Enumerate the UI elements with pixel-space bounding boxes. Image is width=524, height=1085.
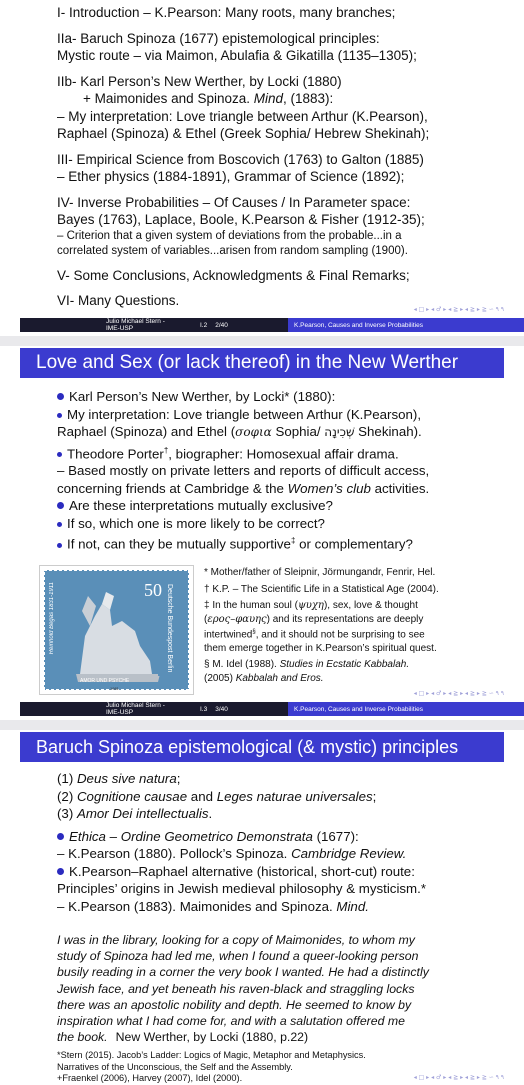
footer-left bbox=[20, 318, 288, 332]
footnote-line: § M. Idel (1988). Studies in Ecstatic Kabbalah. bbox=[204, 659, 410, 671]
footnote-line: intertwined§, and it should not be surprising to see bbox=[204, 629, 425, 641]
outline-line: – Ether physics (1884-1891), Grammar of Science (1892); bbox=[57, 169, 405, 184]
stamp-caption: AMOR UND PSYCHE bbox=[80, 678, 130, 684]
outline-item-1: I- Introduction – K.Pearson: Many roots, many branches; bbox=[57, 5, 396, 20]
outline-line: – Criterion that a given system of deviations from the probable...in a bbox=[57, 229, 402, 242]
slide-title: Love and Sex (or lack thereof) in the New Werther bbox=[20, 348, 504, 378]
slide-title: Baruch Spinoza epistemological (& mystic) principles bbox=[20, 732, 504, 762]
bullet-line: Raphael (Spinoza) and Ethel (σοφια Sophia/ שְׁכִינָה Shekinah). bbox=[57, 424, 422, 439]
bullet-line: Theodore Porter†, biographer: Homosexual affair drama. bbox=[57, 442, 517, 463]
outline-item-3 bbox=[57, 151, 517, 186]
bullet-line: – K.Pearson (1883). Maimonides and Spinoza. Mind. bbox=[57, 898, 369, 914]
quote-line: I was in the library, looking for a copy of Maimonides, to whom my bbox=[57, 933, 415, 947]
reference-line: +Fraenkel (2006), Harvey (2007), Idel (2000). bbox=[57, 1073, 243, 1083]
outline-line: III- Empirical Science from Boscovich (1763) to Galton (1885) bbox=[57, 151, 424, 167]
footer-page: 3/40 bbox=[215, 705, 228, 713]
outline-line: Mystic route – via Maimon, Abulafia & Gikatilla (1135–1305); bbox=[57, 48, 417, 63]
outline-line: Bayes (1763), Laplace, Boole, K.Pearson & Fisher (1912-35); bbox=[57, 212, 425, 227]
footnote-line: † K.P. – The Scientific Life in a Statistical Age (2004). bbox=[204, 583, 439, 595]
bullet-line: If so, which one is more likely to be correct? bbox=[57, 515, 517, 533]
footer-right bbox=[288, 702, 524, 716]
footnote-line: them emerge together in K.Pearson’s spiritual quest. bbox=[204, 642, 437, 654]
bullet-line: My interpretation: Love triangle between Arthur (K.Pearson), bbox=[57, 406, 517, 424]
slide-separator bbox=[0, 720, 524, 730]
stamp-value: 50 bbox=[144, 580, 162, 600]
footer-author: Julio Michael Stern - IME-USP bbox=[106, 702, 165, 716]
outline-line: Raphael (Spinoza) & Ethel (Greek Sophia/ Hebrew Shekinah); bbox=[57, 126, 430, 141]
footer-section: I.3 bbox=[200, 705, 208, 713]
footer-left bbox=[20, 702, 288, 716]
outline-line: IIa- Baruch Spinoza (1677) epistemological principles: bbox=[57, 30, 380, 46]
footnote-line: * Mother/father of Sleipnir, Jörmungandr, Fenrir, Hel. bbox=[204, 567, 436, 578]
footer-author: Julio Michael Stern - IME-USP bbox=[106, 318, 165, 332]
quote-line: there was an apostolic nobility and depth. He seemed to know by bbox=[57, 997, 412, 1012]
bullet-line: K.Pearson–Raphael alternative (historical, short-cut) route: bbox=[57, 863, 517, 881]
slide-4 bbox=[0, 730, 524, 1085]
footer-bar bbox=[20, 702, 524, 716]
quote-block bbox=[57, 932, 517, 1045]
quote-line: the book. New Werther, by Locki (1880, p.22) bbox=[57, 1030, 309, 1045]
quote-line: inspiration what I had come for, and with a salutation offered me bbox=[57, 1014, 405, 1029]
principle-line: (3) Amor Dei intellectualis. bbox=[57, 806, 213, 821]
slide-body bbox=[57, 388, 517, 553]
outline-item-6: VI- Many Questions. bbox=[57, 293, 180, 308]
outline-line: IV- Inverse Probabilities – Of Causes / In Parameter space: bbox=[57, 194, 411, 210]
beamer-nav-icons[interactable]: ◂ □ ▸ ◂ ♂ ▸ ◂ ≧ ▸ ◂ ≧ ▸ ≧ ∽ ۹ ۹ bbox=[413, 1074, 504, 1081]
bullet-line: Principles’ origins in Jewish medieval philosophy & mysticism.* bbox=[57, 881, 427, 896]
outline-item-4 bbox=[57, 194, 517, 259]
footer-right bbox=[288, 318, 524, 332]
bullet-line: Karl Person’s New Werther, by Locki* (1880): bbox=[57, 388, 517, 406]
footer-bar bbox=[20, 318, 524, 332]
bullet-line: concerning friends at Cambridge & the Women’s club activities. bbox=[57, 480, 430, 496]
footer-page: 2/40 bbox=[215, 321, 228, 329]
footer-title: K.Pearson, Causes and Inverse Probabilities bbox=[294, 321, 423, 329]
quote-line: study of Spinoza had led me, when I found a queer-looking person bbox=[57, 949, 419, 964]
outline-line: + Maimonides and Spinoza. Mind, (1883): bbox=[83, 91, 334, 106]
outline-line: correlated system of variables...arisen from random sampling (1900). bbox=[57, 244, 408, 257]
quote-line: Jewish face, and yet beneath his raven-black and straggling locks bbox=[57, 981, 415, 996]
slide-2 bbox=[0, 0, 524, 336]
outline-line: – My interpretation: Love triangle between Arthur (K.Pearson), bbox=[57, 108, 428, 124]
footnotes bbox=[204, 566, 514, 685]
principle-line: (2) Cognitione causae and Leges naturae universales; bbox=[57, 788, 377, 804]
stamp-country: Deutsche Bundespost Berlin bbox=[166, 584, 173, 673]
reference-line: Narratives of the Unconscious, the Self and the Assembly. bbox=[57, 1061, 293, 1072]
outline bbox=[57, 4, 517, 310]
outline-item-5: V- Some Conclusions, Acknowledgments & Final Remarks; bbox=[57, 267, 410, 283]
slide-separator bbox=[0, 336, 524, 346]
footnote-line: ‡ In the human soul (ψυχη), sex, love & thought bbox=[204, 600, 418, 611]
postage-stamp-image bbox=[40, 566, 193, 694]
bullet-line: If not, can they be mutually supportive‡ or complementary? bbox=[57, 532, 517, 553]
footer-section: I.2 bbox=[200, 321, 208, 329]
slide-body bbox=[57, 770, 517, 915]
reference-line: *Stern (2015). Jacob’s Ladder: Logics of Magic, Metaphor and Metaphysics. bbox=[57, 1050, 366, 1060]
bullet-line: Are these interpretations mutually exclusive? bbox=[57, 497, 517, 515]
bullet-line: Ethica – Ordine Geometrico Demonstrata (1677): bbox=[57, 828, 517, 846]
outline-line: IIb- Karl Person’s New Werther, by Locki (1880) bbox=[57, 73, 342, 89]
footnote-line: (ερος–φαυης) and its representations are deeply bbox=[204, 613, 424, 625]
bullet-line: – Based mostly on private letters and reports of difficult access, bbox=[57, 463, 430, 479]
outline-item-2b bbox=[57, 73, 517, 143]
bullet-line: – K.Pearson (1880). Pollock’s Spinoza. Cambridge Review. bbox=[57, 846, 407, 861]
beamer-nav-icons[interactable]: ◂ □ ▸ ◂ ♂ ▸ ◂ ≧ ▸ ◂ ≧ ▸ ≧ ∽ ۹ ۹ bbox=[413, 306, 504, 313]
slide-3 bbox=[0, 346, 524, 720]
stamp-artist: Reinhold Begas 1831-1911 bbox=[49, 582, 55, 655]
footnote-line: (2005) Kabbalah and Eros. bbox=[204, 672, 324, 684]
beamer-nav-icons[interactable]: ◂ □ ▸ ◂ ♂ ▸ ◂ ≧ ▸ ◂ ≧ ▸ ≧ ∽ ۹ ۹ bbox=[413, 690, 504, 697]
outline-item-2a bbox=[57, 30, 517, 65]
stamp-year: 1981 bbox=[110, 686, 119, 691]
footer-title: K.Pearson, Causes and Inverse Probabilities bbox=[294, 705, 423, 713]
quote-line: busily reading in a corner the very book I wanted. He had a distinctly bbox=[57, 965, 429, 980]
principle-line: (1) Deus sive natura; bbox=[57, 771, 181, 786]
